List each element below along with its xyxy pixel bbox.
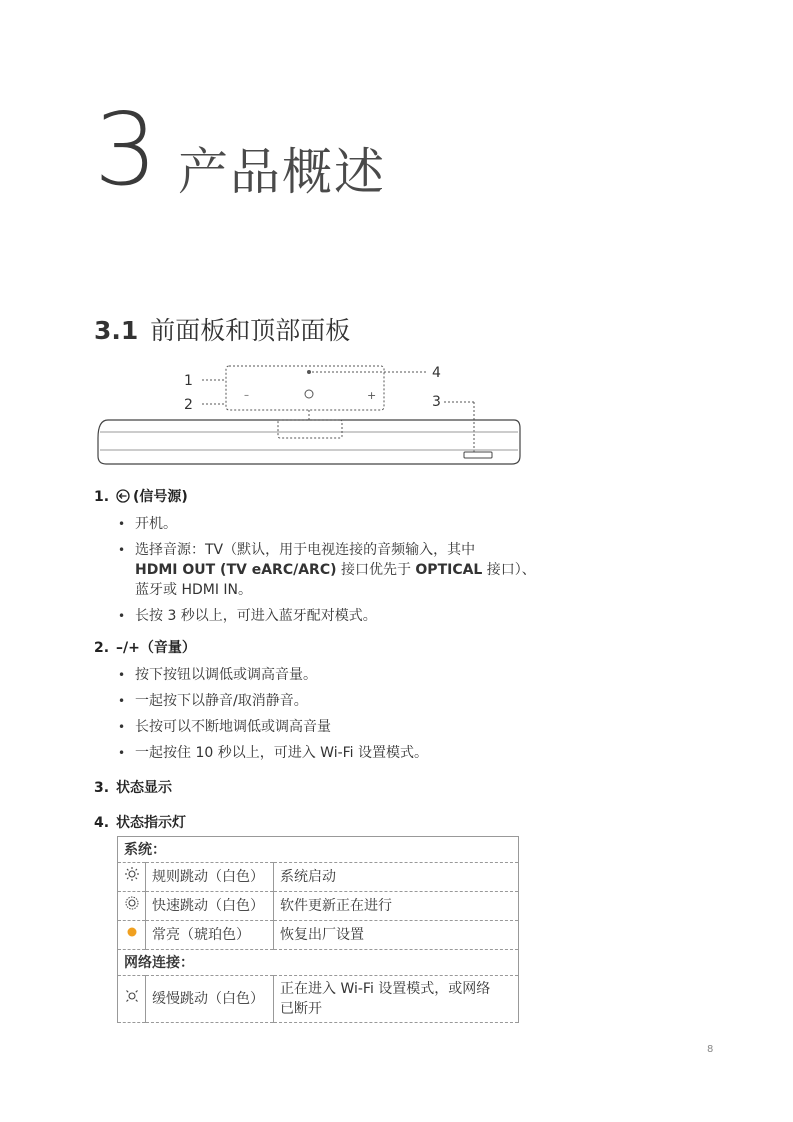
table-row: 缓慢跳动（白色） 正在进入 Wi-Fi 设置模式，或网络 已断开 — [118, 976, 519, 1023]
status-light-table — [117, 836, 519, 1023]
status-display — [278, 420, 342, 438]
volume-up-button: + — [367, 389, 377, 402]
item-1-list — [116, 514, 536, 626]
source-button — [305, 390, 313, 398]
section-heading — [94, 314, 350, 348]
list-item: • 一起按住 10 秒以上，可进入 Wi-Fi 设置模式。 — [116, 743, 428, 763]
table-row: 快速跳动（白色） 软件更新正在进行 — [118, 892, 519, 921]
item-2-list — [116, 665, 428, 763]
item-2-heading: 2. –/+（音量） — [94, 640, 196, 656]
list-item: • 一起按下以静音/取消静音。 — [116, 691, 428, 711]
page-number: 8 — [707, 1044, 714, 1055]
list-item: • 开机。 — [116, 514, 536, 534]
chapter-number: 3 — [94, 91, 158, 208]
volume-down-button: – — [244, 390, 249, 401]
list-item: • 选择音源：TV（默认，用于电视连接的音频输入，其中 HDMI OUT (TV eARC/ARC) 接口优先于 OPTICAL 接口）、 蓝牙或 HDMI IN。 — [116, 540, 536, 600]
soundbar-body — [98, 420, 520, 464]
soundbar-diagram — [94, 360, 534, 470]
list-item: • 长按可以不断地调低或调高音量 — [116, 717, 428, 737]
label-3: 3 — [432, 394, 441, 410]
table-row: 常亮（琥珀色） 恢复出厂设置 — [118, 921, 519, 950]
list-item: • 按下按钮以调低或调高音量。 — [116, 665, 428, 685]
item-1-heading: 1. (信号源) — [94, 489, 188, 505]
slow-blink-icon — [124, 866, 140, 882]
chapter-title: 产品概述 — [178, 143, 386, 201]
network-header: 网络连接： — [118, 950, 519, 976]
item-4-heading: 4. 状态指示灯 — [94, 815, 186, 831]
section-number: 3.1 — [94, 316, 139, 345]
top-panel-callout — [226, 366, 384, 410]
fast-blink-icon — [124, 895, 140, 911]
list-item: • 长按 3 秒以上，可进入蓝牙配对模式。 — [116, 606, 536, 626]
slow-pulse-icon — [124, 988, 140, 1004]
label-4: 4 — [432, 365, 441, 381]
source-icon — [116, 489, 130, 503]
section-title: 前面板和顶部面板 — [150, 316, 351, 345]
solid-dot-icon — [124, 924, 140, 940]
status-light-bar — [464, 452, 492, 458]
label-1: 1 — [184, 373, 193, 389]
item-3-heading: 3. 状态显示 — [94, 780, 172, 796]
table-row: 规则跳动（白色） 系统启动 — [118, 863, 519, 892]
system-header: 系统： — [118, 837, 519, 863]
label-2: 2 — [184, 397, 193, 413]
